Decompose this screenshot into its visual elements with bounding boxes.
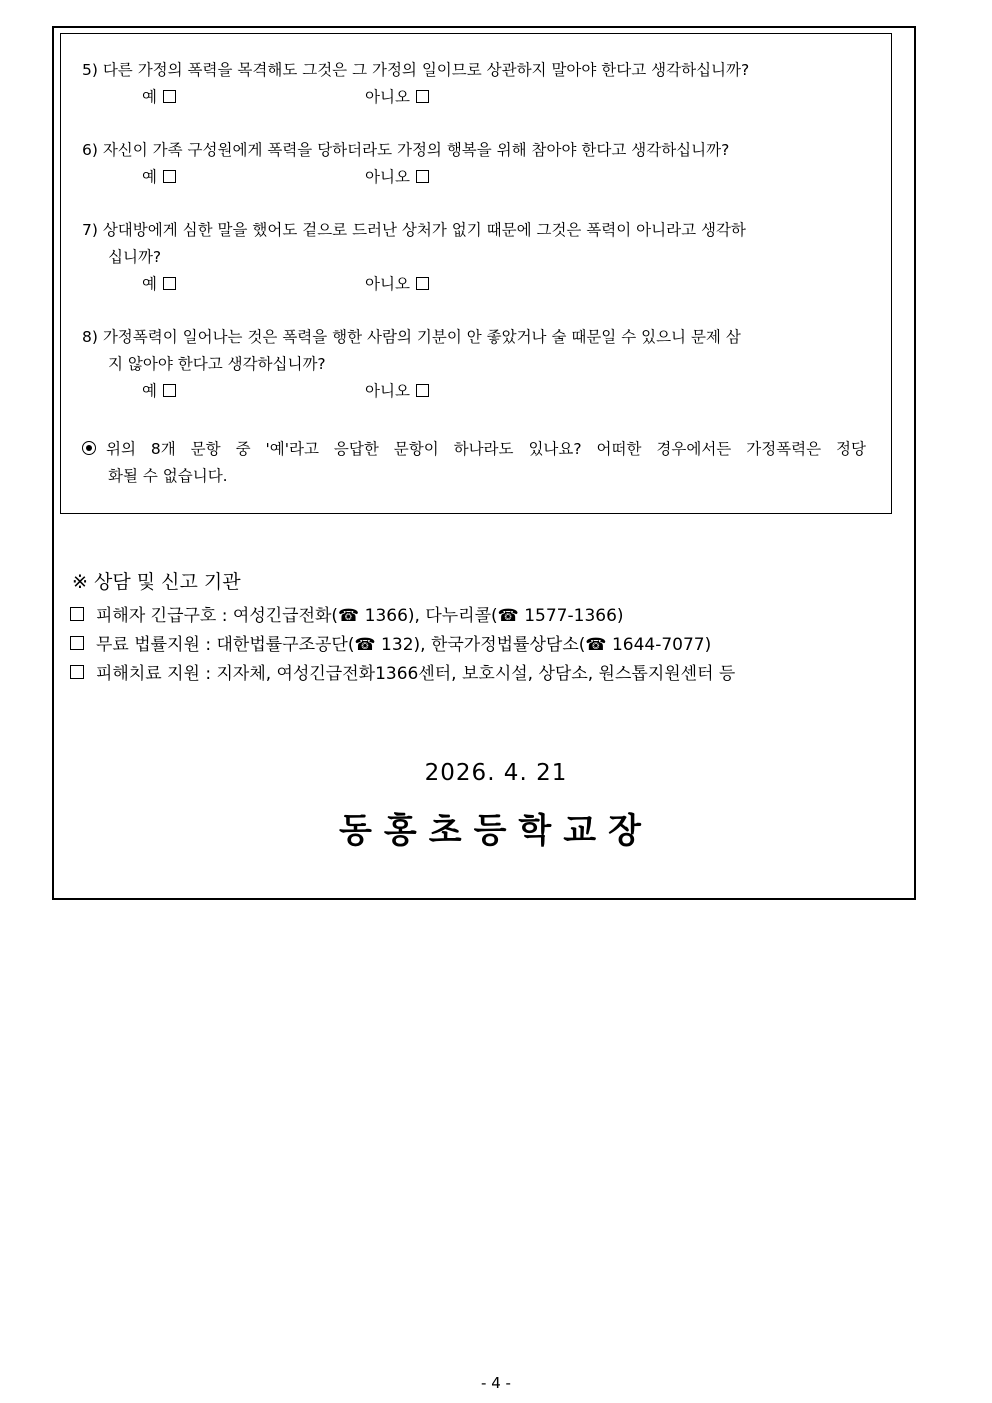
contact-item: 피해치료 지원 : 지자체, 여성긴급전화1366센터, 보호시설, 상담소, 원스톱지원센터 등	[70, 663, 735, 685]
no-label: 아니오	[365, 275, 410, 293]
square-bullet-icon	[70, 607, 84, 621]
question-6-text: 6) 자신이 가족 구성원에게 폭력을 당하더라도 가정의 행복을 위해 참아야 한다고 생각하십니까?	[82, 141, 730, 159]
yes-label: 예	[142, 382, 157, 400]
summary-note-line-1: 위의 8개 문항 중 '예'라고 응답한 문항이 하나라도 있나요? 어떠한 경우에서든 가정폭력은 정당	[82, 436, 866, 463]
question-6	[82, 137, 866, 164]
checkbox-icon[interactable]	[416, 90, 429, 103]
checkbox-icon[interactable]	[163, 170, 176, 183]
question-8-continuation: 지 않아야 한다고 생각하십니까?	[108, 355, 326, 373]
yes-label: 예	[142, 168, 157, 186]
checkbox-icon[interactable]	[416, 277, 429, 290]
question-8	[82, 324, 866, 378]
checkbox-icon[interactable]	[163, 384, 176, 397]
question-7-no-option[interactable]	[365, 274, 429, 294]
summary-note-line-2: 화될 수 없습니다.	[108, 467, 228, 485]
question-5-text: 5) 다른 가정의 폭력을 목격해도 그것은 그 가정의 일이므로 상관하지 말아야 한다고 생각하십니까?	[82, 61, 750, 79]
yes-label: 예	[142, 275, 157, 293]
radio-bullet-icon	[82, 441, 96, 455]
question-7-text: 7) 상대방에게 심한 말을 했어도 겉으로 드러난 상처가 없기 때문에 그것은 폭력이 아니라고 생각하	[82, 221, 746, 239]
checkbox-icon[interactable]	[163, 277, 176, 290]
question-5-yes-option[interactable]	[142, 87, 176, 107]
yes-label: 예	[142, 88, 157, 106]
question-7-continuation: 십니까?	[108, 248, 162, 266]
question-5-no-option[interactable]	[365, 87, 429, 107]
no-label: 아니오	[365, 88, 410, 106]
document-date: 2026. 4. 21	[424, 760, 568, 786]
contact-item: 피해자 긴급구호 : 여성긴급전화(☎ 1366), 다누리콜(☎ 1577-1366)	[70, 605, 624, 627]
question-5	[82, 57, 866, 84]
checkbox-icon[interactable]	[416, 170, 429, 183]
question-8-yes-option[interactable]	[142, 381, 176, 401]
page-number: - 4 -	[481, 1374, 511, 1392]
square-bullet-icon	[70, 665, 84, 679]
contact-item: 무료 법률지원 : 대한법률구조공단(☎ 132), 한국가정법률상담소(☎ 1644-7077)	[70, 634, 711, 656]
signature-school-principal: 동홍초등학교장	[339, 811, 653, 851]
question-7-yes-option[interactable]	[142, 274, 176, 294]
checkbox-icon[interactable]	[416, 384, 429, 397]
question-6-no-option[interactable]	[365, 167, 429, 187]
no-label: 아니오	[365, 382, 410, 400]
summary-note	[82, 436, 866, 490]
checkbox-icon[interactable]	[163, 90, 176, 103]
question-8-text: 8) 가정폭력이 일어나는 것은 폭력을 행한 사람의 기분이 안 좋았거나 술 때문일 수 있으니 문제 삼	[82, 328, 741, 346]
question-7	[82, 217, 866, 271]
no-label: 아니오	[365, 168, 410, 186]
question-8-no-option[interactable]	[365, 381, 429, 401]
contacts-title: ※ 상담 및 신고 기관	[72, 571, 241, 593]
question-6-yes-option[interactable]	[142, 167, 176, 187]
square-bullet-icon	[70, 636, 84, 650]
